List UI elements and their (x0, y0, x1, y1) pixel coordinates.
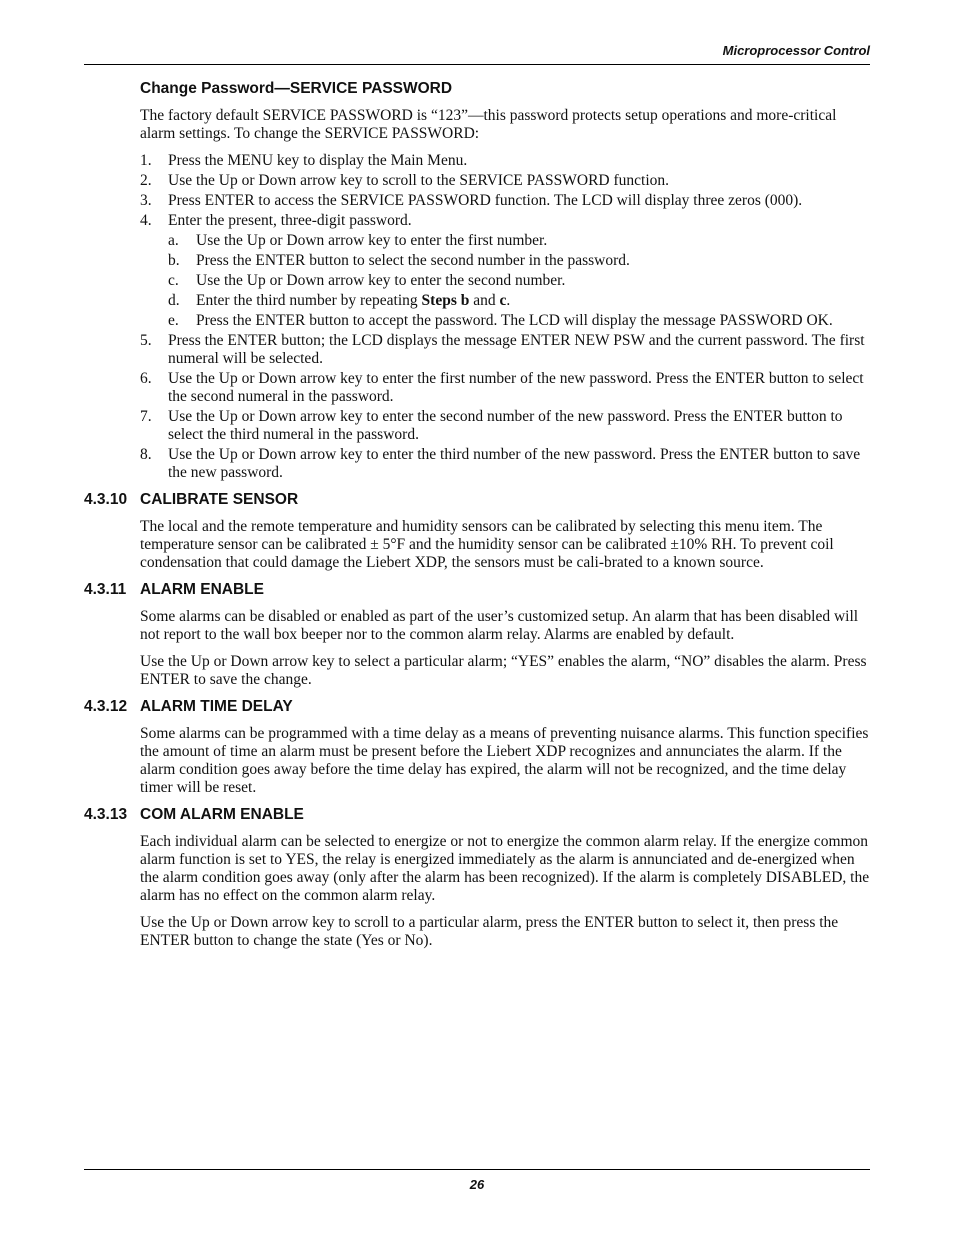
section-heading-alarm-time-delay: 4.3.12 ALARM TIME DELAY (84, 698, 293, 715)
alarm-time-delay-paragraph: Some alarms can be programmed with a time delay as a means of preventing nuisance alarms. This function specifies the amount of time an alarm must be present before the Liebert XDP recognizes and annunciates the alarm. If the alarm condition goes away before the time delay has expired, the alarm will not be recognized, and the time delay timer will be reset. (140, 725, 869, 796)
sub-list-item: c. Use the Up or Down arrow key to enter the second number. (168, 272, 566, 289)
section-heading-alarm-enable: 4.3.11 ALARM ENABLE (84, 581, 264, 598)
header-rule (84, 64, 870, 65)
list-item: 8. Use the Up or Down arrow key to enter the third number of the new password. Press the ENTER button to save the new password. (140, 446, 861, 481)
password-steps (140, 152, 870, 482)
com-alarm-enable-paragraph: Use the Up or Down arrow key to scroll to a particular alarm, press the ENTER button to select it, then press the ENTER button to change the state (Yes or No). (140, 914, 839, 949)
list-item: 6. Use the Up or Down arrow key to enter the first number of the new password. Press the ENTER button to select the second numeral in the password. (140, 370, 864, 405)
list-item: 7. Use the Up or Down arrow key to enter the second number of the new password. Press the ENTER button to select the third numeral in the password. (140, 408, 843, 443)
list-item: 4. Enter the present, three-digit password. a. Use the Up or Down arrow key to enter the first number. b. Press the ENTER button to select the second number in the password. c. Use the Up or Down arrow key to enter the second number. d. Enter the third number by repeating Steps b and c. e. Press the ENTER button to accept the password. The LCD will display the message PASSWORD OK. (140, 212, 870, 330)
list-item: 5. Press the ENTER button; the LCD displays the message ENTER NEW PSW and the current password. The first numeral will be selected. (140, 332, 865, 367)
password-section-title: Change Password—SERVICE PASSWORD (140, 80, 453, 97)
sub-list-item: d. Enter the third number by repeating Steps b and c. (168, 292, 511, 309)
section-heading-calibrate-sensor: 4.3.10 CALIBRATE SENSOR (84, 491, 299, 508)
page-number: 26 (469, 1177, 485, 1192)
password-intro: The factory default SERVICE PASSWORD is “123”—this password protects setup operations and more-critical alarm settings. To change the SERVICE PASSWORD: (140, 107, 837, 142)
list-item: 2. Use the Up or Down arrow key to scroll to the SERVICE PASSWORD function. (140, 172, 670, 189)
calibrate-sensor-paragraph: The local and the remote temperature and humidity sensors can be calibrated by selecting this menu item. The temperature sensor can be calibrated ± 5°F and the humidity sensor can be calibrated ±10% RH. To prevent coil condensation that could damage the Liebert XDP, the sensors must be cali-brated to a known source. (140, 518, 834, 571)
password-substeps (168, 232, 870, 330)
alarm-enable-paragraph: Use the Up or Down arrow key to select a particular alarm; “YES” enables the alarm, “NO” disables the alarm. Press ENTER to save the change. (140, 653, 867, 688)
page-content (84, 80, 870, 959)
sub-list-item: b. Press the ENTER button to select the second number in the password. (168, 252, 630, 269)
list-item: 3. Press ENTER to access the SERVICE PASSWORD function. The LCD will display three zeros (000). (140, 192, 803, 209)
sub-list-item: e. Press the ENTER button to accept the password. The LCD will display the message PASSWORD OK. (168, 312, 833, 329)
com-alarm-enable-paragraph: Each individual alarm can be selected to energize or not to energize the common alarm relay. If the energize common alarm function is set to YES, the relay is energized immediately as the alarm is annunciated and de-energized when the alarm condition goes away (only after the alarm has been recognized). If the alarm is completely DISABLED, the alarm has no effect on the common alarm relay. (140, 833, 870, 904)
list-item: 1. Press the MENU key to display the Main Menu. (140, 152, 468, 169)
sub-list-item: a. Use the Up or Down arrow key to enter the first number. (168, 232, 548, 249)
footer-rule (84, 1169, 870, 1170)
alarm-enable-paragraph: Some alarms can be disabled or enabled as part of the user’s customized setup. An alarm that has been disabled will not report to the wall box beeper nor to the common alarm relay. Alarms are enabled by default. (140, 608, 859, 643)
section-heading-com-alarm-enable: 4.3.13 COM ALARM ENABLE (84, 806, 304, 823)
running-header: Microprocessor Control (722, 43, 870, 58)
